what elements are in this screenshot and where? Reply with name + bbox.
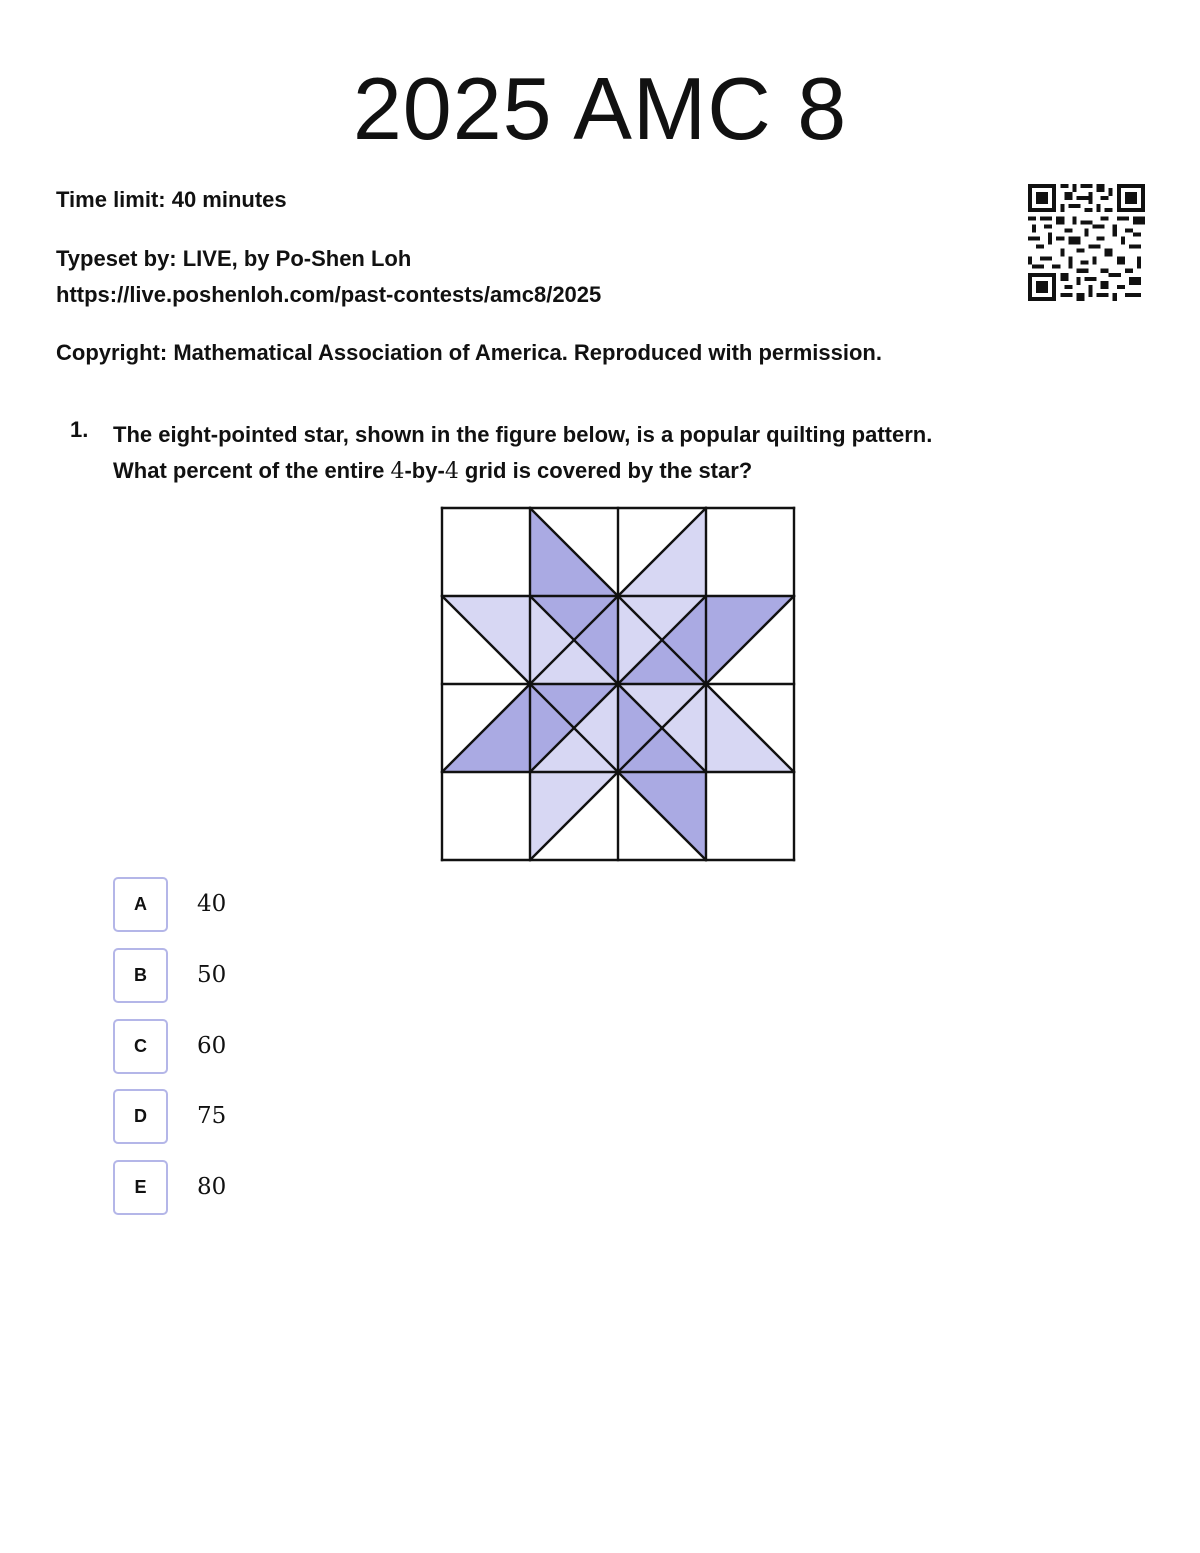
typeset-by: Typeset by: LIVE, by Po-Shen Loh <box>56 246 412 271</box>
choice-value: 75 <box>197 1103 227 1129</box>
question-text <box>113 417 1113 490</box>
choice-letter-box[interactable]: D <box>113 1089 168 1144</box>
choice-value: 80 <box>197 1174 227 1200</box>
choice-letter-box[interactable]: E <box>113 1160 168 1215</box>
question-text-part: -by- <box>404 458 445 483</box>
page-title: 2025 AMC 8 <box>352 59 848 158</box>
copyright-notice: Copyright: Mathematical Association of America. Reproduced with permission. <box>56 340 882 365</box>
math-four: 4 <box>444 459 459 484</box>
choice-value: 40 <box>197 891 227 917</box>
question-number: 1. <box>70 417 89 442</box>
question-text-part: What percent of the entire <box>113 458 391 483</box>
qr-code-icon[interactable] <box>1028 184 1145 301</box>
question-line-2 <box>113 453 1113 490</box>
question-text-part: grid is covered by the star? <box>458 458 753 483</box>
time-limit: Time limit: 40 minutes <box>56 187 287 212</box>
choice-value: 50 <box>197 962 227 988</box>
question-line-1: The eight-pointed star, shown in the figure below, is a popular quilting pattern. <box>113 422 933 447</box>
choice-letter-box[interactable]: A <box>113 877 168 932</box>
math-four: 4 <box>390 459 405 484</box>
choice-letter-box[interactable]: C <box>113 1019 168 1074</box>
choice-value: 60 <box>197 1033 227 1059</box>
star-quilt-figure <box>440 506 796 862</box>
choice-letter-box[interactable]: B <box>113 948 168 1003</box>
contest-url[interactable]: https://live.poshenloh.com/past-contests/amc8/2025 <box>56 282 602 307</box>
